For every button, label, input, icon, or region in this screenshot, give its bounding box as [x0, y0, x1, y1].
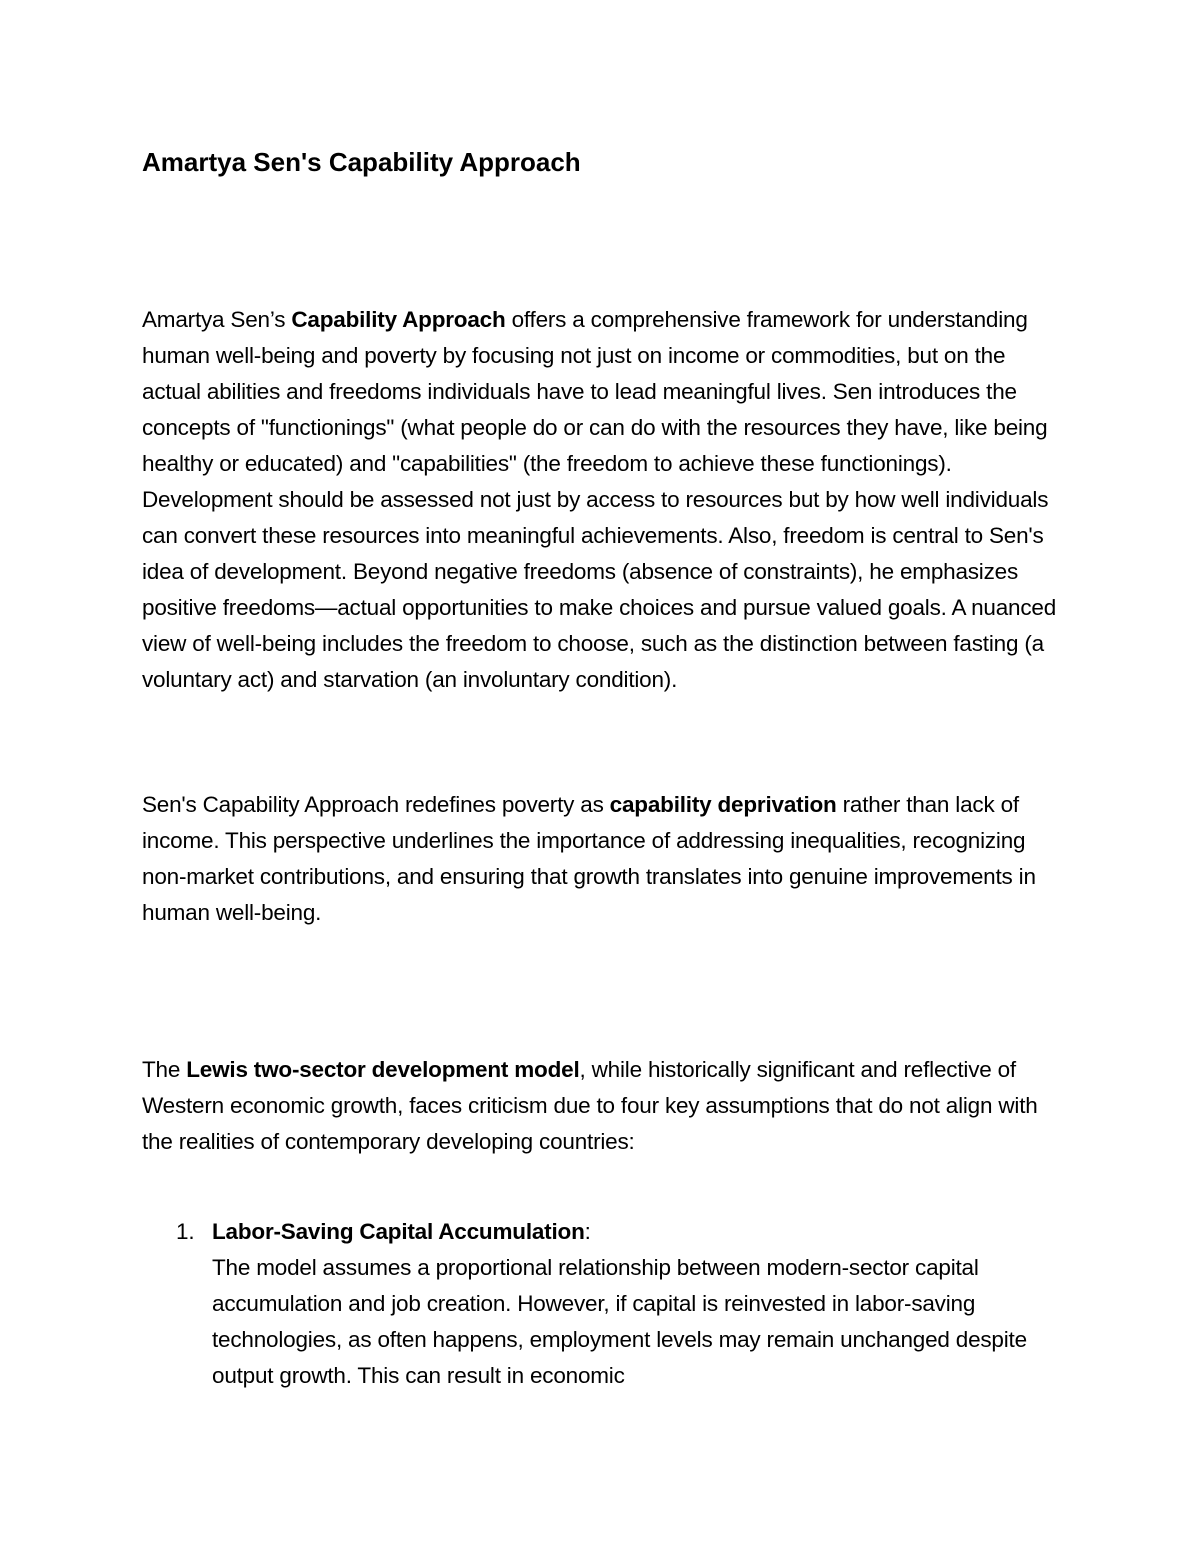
paragraph-text: , while historically significant and reflective of Western economic growth, faces criticism due to four key assumptions that do not align with the realities of contemporary developing countries: — [142, 1057, 1038, 1154]
list-item-heading — [212, 1214, 1062, 1250]
criticism-list — [142, 1214, 1062, 1394]
list-item — [142, 1214, 1062, 1394]
bold-term: capability deprivation — [609, 792, 837, 817]
bold-term: Lewis two-sector development model — [186, 1057, 580, 1082]
paragraph-text: The — [142, 1057, 187, 1082]
paragraph-text: rather than lack of income. This perspective underlines the importance of addressing inequalities, recognizing non-market contributions, and ensuring that growth translates into genuine improvements in human well-being. — [142, 792, 1036, 925]
paragraph-capability-approach — [142, 302, 1062, 698]
paragraph-text: Sen's Capability Approach redefines poverty as — [142, 792, 610, 817]
heading-suffix: : — [584, 1219, 591, 1244]
paragraph-text: Amartya Sen’s — [142, 307, 292, 332]
bold-term: Capability Approach — [291, 307, 506, 332]
list-number: 1. — [176, 1219, 195, 1244]
bold-term: Labor-Saving Capital Accumulation — [212, 1219, 585, 1244]
list-item-text: The model assumes a proportional relationship between modern-sector capital accumulation and job creation. However, if capital is reinvested in labor-saving technologies, as often happens, employment levels may remain unchanged despite output growth. This can result in economic — [212, 1255, 1027, 1388]
paragraph-poverty-redefinition — [142, 787, 1062, 931]
document-title: Amartya Sen's Capability Approach — [142, 147, 581, 177]
paragraph-lewis-model — [142, 1052, 1062, 1160]
paragraph-text: offers a comprehensive framework for understanding human well-being and poverty by focusing not just on income or commodities, but on the actual abilities and freedoms individuals have to lead meaningful lives. Sen introduces the concepts of "functionings" (what people do or can do with the resources they have, like being healthy or educated) and "capabilities" (the freedom to achieve these functionings). Development should be assessed not just by access to resources but by how well individuals can convert these resources into meaningful achievements. Also, freedom is central to Sen's idea of development. Beyond negative freedoms (absence of constraints), he emphasizes positive freedoms—actual opportunities to make choices and pursue valued goals. A nuanced view of well-being includes the freedom to choose, such as the distinction between fasting (a voluntary act) and starvation (an involuntary condition). — [142, 307, 1057, 692]
